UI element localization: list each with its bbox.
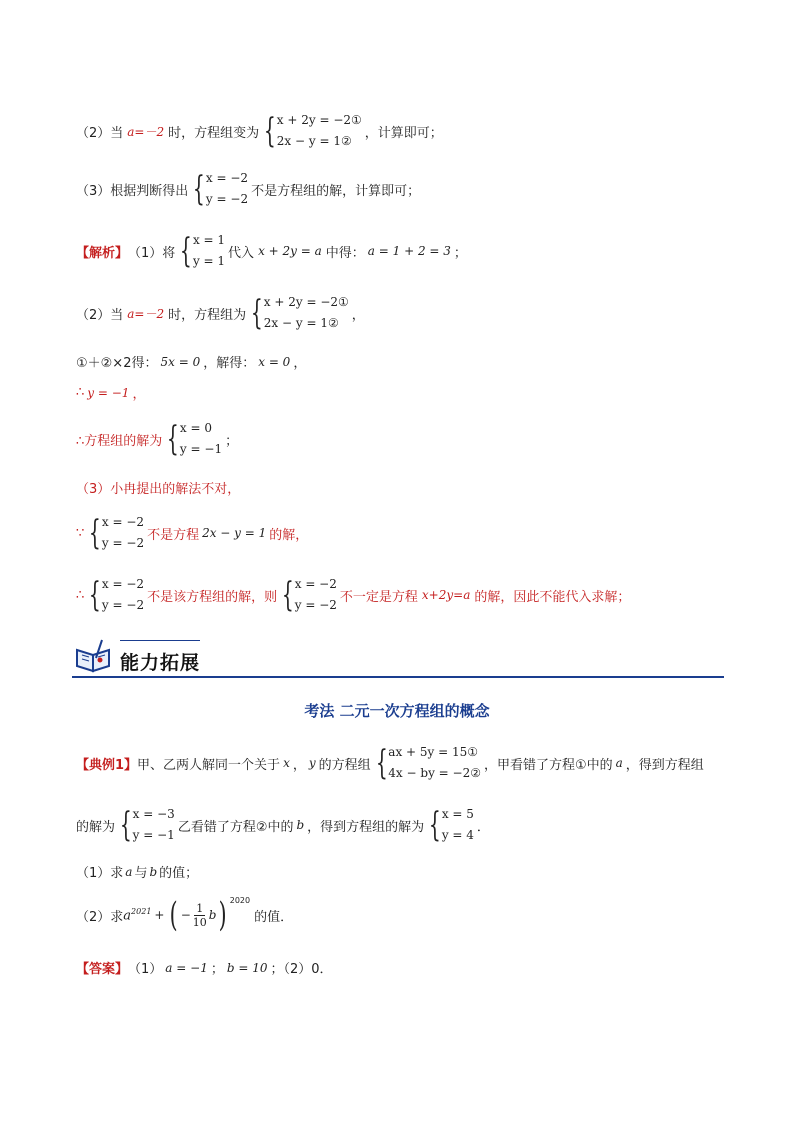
question-2: （2）求 $a^{2021}$ + ( − $\frac{1}{10}$ b ) $^{2020}$ 的值． [76, 895, 294, 935]
text: 的方程组 [318, 757, 371, 773]
equation: y = 4 [441, 828, 474, 842]
math-expr: 2x − y = 1 [202, 526, 267, 540]
equation: 2x − y = 1② [263, 316, 339, 330]
text: 时，方程组为 [168, 307, 247, 323]
text: 的值． [254, 909, 294, 925]
math-var: b [296, 818, 305, 832]
solution-line-2 [76, 292, 365, 334]
equation: 4x − by = −2② [388, 766, 481, 780]
equation-system: { ax + 5y = 15① 4x − by = −2② [375, 743, 481, 783]
section-header [72, 636, 724, 680]
example-line-2 [76, 804, 490, 846]
equation: y = −2 [294, 598, 337, 612]
text: 代入 [228, 245, 255, 261]
text: ， [292, 757, 306, 773]
equation: x = −3 [132, 807, 175, 821]
math-expr: x+2y=a [421, 588, 471, 602]
solution-line-7 [76, 512, 308, 554]
text: ∴方程组的解为 [76, 433, 163, 449]
solution-line-1 [76, 230, 467, 272]
text: ，得到方程组 [625, 757, 704, 773]
math-expr: a = 1 + 2 = 3 [367, 244, 451, 258]
denominator: 10 [192, 915, 207, 929]
text: 不是该方程组的解，则 [147, 589, 278, 605]
divider [120, 640, 200, 641]
analysis-line-3 [76, 168, 420, 210]
math-var: a [125, 864, 133, 879]
text: ，甲看错了方程①中的 [483, 757, 613, 773]
equation: x = 0 [179, 421, 213, 435]
text: 时，方程组变为 [168, 125, 260, 141]
text: 的值； [159, 866, 199, 881]
equation: x = 1 [192, 233, 226, 247]
math-expr: a=－2 [127, 306, 165, 321]
math-expr: 5x = 0 [160, 354, 201, 369]
exponent: 2021 [131, 906, 152, 916]
text: ；（2）0． [270, 962, 333, 977]
text: ∵ [76, 525, 85, 541]
equation: y = −1 [179, 442, 223, 456]
text: ①＋②×2得： [76, 356, 158, 371]
equation-system: { x = −2 y = −2 [193, 169, 249, 209]
text: ， [132, 387, 146, 402]
text: 的解为 [76, 819, 116, 835]
text: ， [351, 307, 365, 323]
math-expr: b = 10 [226, 960, 268, 975]
text: （2）当 [76, 307, 124, 323]
text: （1）求 [76, 866, 124, 881]
text: 乙看错了方程②中的 [177, 819, 294, 835]
solution-line-5 [76, 418, 238, 460]
math-expr [123, 907, 151, 923]
equation: ax + 5y = 15① [388, 745, 479, 759]
math-var: b [208, 908, 217, 922]
math-var: x [283, 756, 290, 770]
numerator: 1 [196, 901, 204, 915]
text: 不是方程组的解，计算即可； [251, 183, 421, 199]
equation: x = 5 [441, 807, 474, 821]
equation: x = −2 [101, 515, 145, 529]
solution-line-8 [76, 574, 630, 616]
math-var: a [615, 756, 623, 770]
equation: y = −2 [101, 536, 145, 550]
equation: x = −2 [205, 171, 249, 185]
answer-line [76, 958, 333, 977]
solution-line-4 [76, 383, 145, 402]
math-var: y [308, 756, 316, 770]
divider [72, 676, 724, 678]
text: ； [210, 962, 224, 977]
math-var: b [149, 864, 158, 879]
math-expr: a=－2 [127, 124, 165, 139]
text: ∴ [76, 587, 85, 603]
solution-line-3 [76, 352, 306, 371]
text: ； [225, 433, 239, 449]
text: （2）求 [76, 909, 124, 925]
equation: x = −2 [294, 577, 337, 591]
text: 与 [134, 866, 148, 881]
equation: y = −1 [132, 828, 175, 842]
math-expr: x + 2y = a [258, 244, 322, 258]
text: （1）将 [128, 245, 176, 261]
equation: y = 1 [192, 254, 226, 268]
equation-system: { x = −2 y = −2 [89, 575, 145, 615]
text: 不是方程 [147, 527, 200, 543]
operator: − [180, 908, 191, 922]
text: ，得到方程组的解为 [307, 819, 425, 835]
example-tag: 【典例1】 [76, 757, 138, 773]
exponent: 2020 [229, 896, 251, 905]
equation-system: { x = −2 y = −2 [89, 513, 145, 553]
equation: x + 2y = −2① [263, 295, 349, 309]
text: （1） [128, 962, 163, 977]
equation-system: { x = 0 y = −1 [167, 419, 223, 459]
equation: y = −2 [101, 598, 145, 612]
solution-line-6 [76, 478, 240, 497]
book-icon [74, 638, 114, 674]
text: ，解得： [203, 356, 256, 371]
equation-system: { x = 1 y = 1 [180, 231, 226, 271]
text: （3）根据判断得出 [76, 183, 189, 199]
operator: + [154, 908, 165, 922]
text: （3）小冉提出的解法不对， [76, 482, 241, 497]
equation-system: { x = −3 y = −1 [119, 805, 175, 845]
text: 的解，因此不能代入求解； [474, 589, 631, 605]
text: ，计算即可； [364, 125, 443, 141]
solution-tag: 【解析】 [76, 245, 129, 261]
analysis-line-2 [76, 110, 443, 152]
topic-title: 考法 二元一次方程组的概念 [304, 702, 490, 720]
equation: x = −2 [101, 577, 145, 591]
math-var: a [123, 908, 132, 924]
math-expr: x = 0 [258, 354, 291, 369]
text: （2）当 [76, 125, 124, 141]
text: 中得： [325, 245, 365, 261]
equation-system: { x + 2y = −2① 2x − y = 1② [251, 293, 349, 333]
equation-system: { x + 2y = −2① 2x − y = 1② [264, 111, 362, 151]
text: ． [476, 819, 490, 835]
text: ， [293, 356, 307, 371]
equation: y = −2 [205, 192, 249, 206]
question-1 [76, 862, 198, 881]
math-expr: y = −1 [87, 385, 130, 400]
section-title: 能力拓展 [120, 652, 201, 674]
equation: x + 2y = −2① [276, 113, 362, 127]
text: ∴ [76, 385, 85, 400]
answer-tag: 【答案】 [76, 962, 129, 977]
text: 不一定是方程 [339, 589, 418, 605]
equation-system: { x = 5 y = 4 [429, 805, 474, 845]
fraction [193, 902, 207, 929]
text: 甲、乙两人解同一个关于 [137, 757, 281, 773]
text: ； [453, 245, 467, 261]
text: 的解， [269, 527, 309, 543]
example-line-1 [76, 742, 704, 784]
equation-system: { x = −2 y = −2 [281, 575, 337, 615]
equation: 2x − y = 1② [276, 134, 352, 148]
math-expr: a = −1 [165, 960, 208, 975]
